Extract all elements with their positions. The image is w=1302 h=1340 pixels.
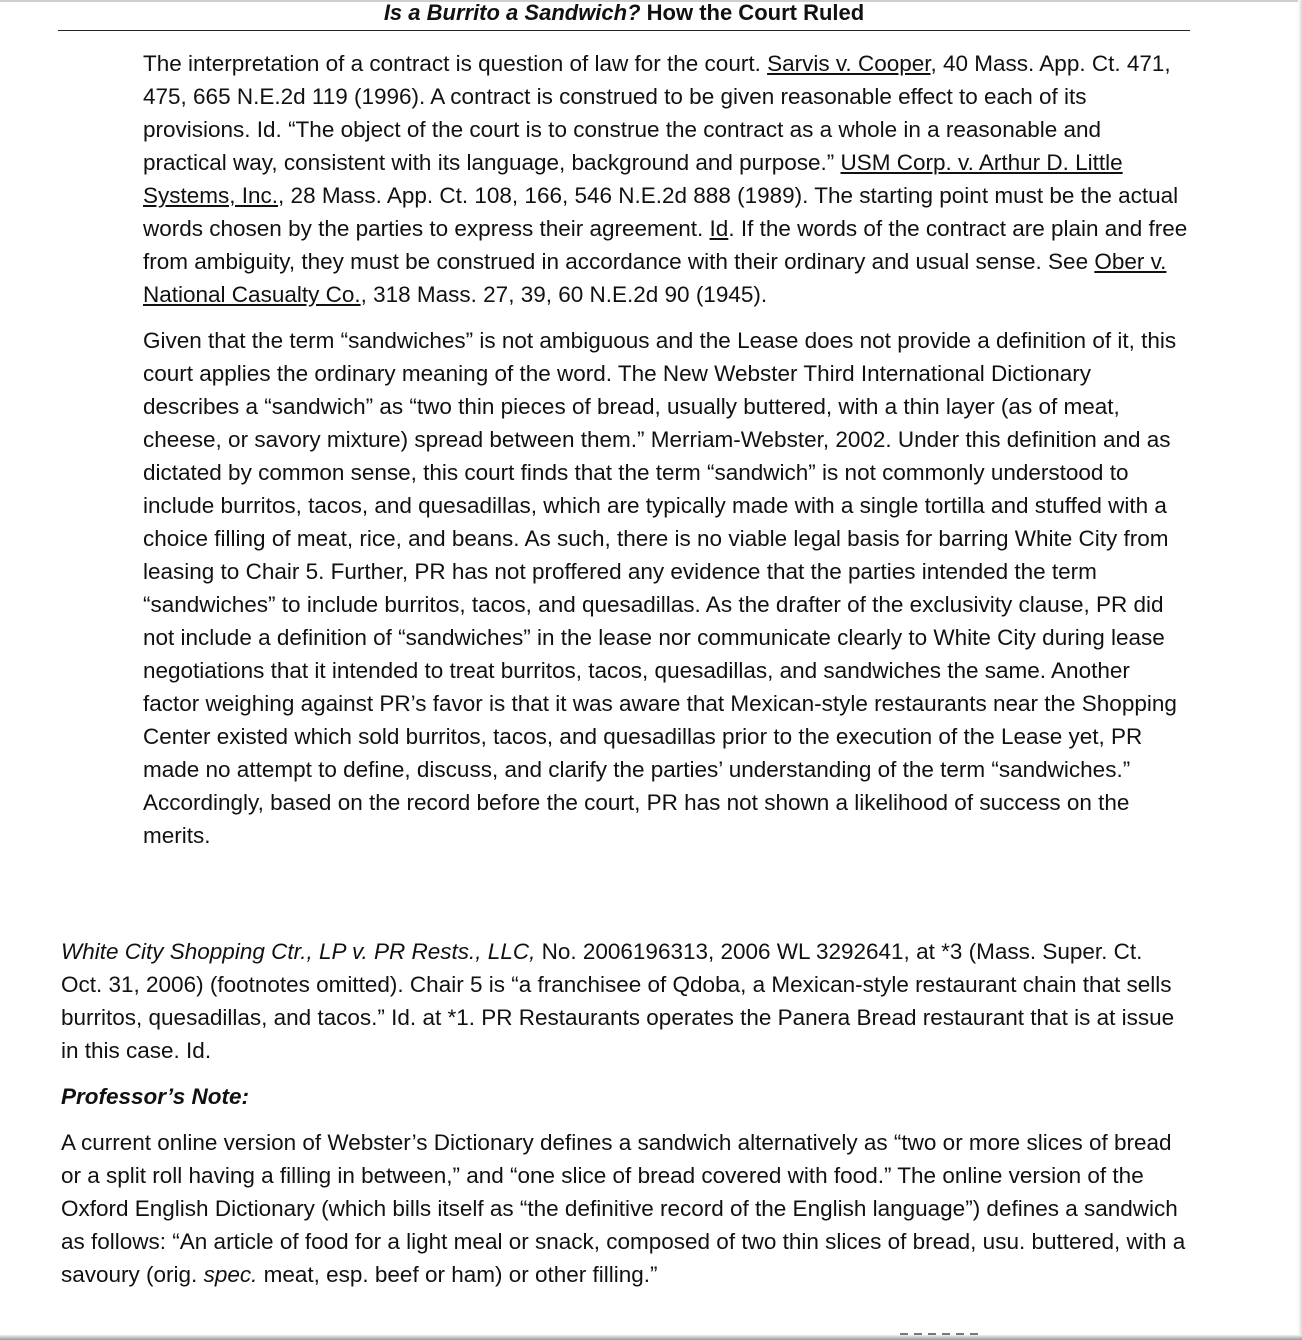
quote-text: , 318 Mass. 27, 39, 60 N.E.2d 90 (1945). — [360, 282, 768, 307]
note-text: meat, esp. beef or ham) or other filling.” — [257, 1262, 658, 1287]
citation-case-name: White City Shopping Ctr., LP v. PR Rests., LLC, — [61, 939, 536, 964]
citation-rest: No. 2006196313, 2006 WL 3292641, at *3 (Mass. Super. Ct. Oct. 31, 2006) (footnotes omitted). Chair 5 is “a franchisee of Qdoba, a Mexican-style restaurant chain that sells burritos, quesadillas, and tacos.” Id. at *1. PR Restaurants operates the Panera Bread restaurant that is at issue in this case. Id. — [61, 939, 1175, 1063]
citation-paragraph — [61, 935, 1189, 1067]
header-title-rest: How the Court Ruled — [640, 0, 865, 25]
quote-paragraph-2: Given that the term “sandwiches” is not ambiguous and the Lease does not provide a definition of it, this court applies the ordinary meaning of the word. The New Webster Third International Dictionary describes a “sandwich” as “two thin pieces of bread, usually buttered, with a thin layer (as of meat, cheese, or savory mixture) spread between them.” Merriam-Webster, 2002. Under this definition and as dictated by common sense, this court finds that the term “sandwich” is not commonly understood to include burritos, tacos, and quesadillas, which are typically made with a single tortilla and stuffed with a choice filling of meat, rice, and beans. As such, there is no viable legal basis for barring White City from leasing to Chair 5. Further, PR has not proffered any evidence that the parties intended the term “sandwiches” to include burritos, tacos, and quesadillas. As the drafter of the exclusivity clause, PR did not include a definition of “sandwiches” in the lease nor communicate clearly to White City during lease negotiations that it intended to treat burritos, tacos, quesadillas, and sandwiches the same. Another factor weighing against PR’s favor is that it was aware that Mexican-style restaurants near the Shopping Center existed which sold burritos, tacos, and quesadillas prior to the execution of the Lease yet, PR made no attempt to define, discuss, and clarify the parties’ understanding of the term “sandwiches.” Accordingly, based on the record before the court, PR has not shown a likelihood of success on the merits. — [143, 328, 1177, 848]
professors-note-heading: Professor’s Note: — [61, 1084, 249, 1109]
header-title-italic: Is a Burrito a Sandwich? — [383, 0, 641, 25]
page-right-edge — [1298, 0, 1302, 1340]
note-text: A current online version of Webster’s Dictionary defines a sandwich alternatively as “two or more slices of bread or a split roll having a filling in between,” and “one slice of bread covered with food.” The online version of the Oxford English Dictionary (which bills itself as “the definitive record of the English language”) defines a sandwich as follows: “An article of food for a light meal or snack, composed of two thin slices of bread, usu. buttered, with a savoury (orig. — [61, 1130, 1186, 1287]
block-quote — [143, 47, 1188, 865]
citation-id: Id — [709, 216, 729, 241]
quote-paragraph-1 — [143, 47, 1188, 311]
page-bottom-edge — [0, 1335, 1302, 1340]
quote-text: The interpretation of a contract is question of law for the court. — [143, 51, 768, 76]
quote-text: , 28 Mass. App. Ct. 108, 166, 546 N.E.2d 888 (1989). The starting point must be the actual words chosen by the parties to express their agreement. — [143, 183, 1179, 241]
case-citation-sarvis: Sarvis v. Cooper — [767, 51, 931, 76]
running-header — [58, 0, 1190, 31]
case-citation-usm: USM Corp. v. Arthur D. Little Systems, Inc. — [143, 150, 1123, 208]
note-spec: spec. — [203, 1262, 258, 1287]
body-text — [61, 935, 1189, 1304]
professors-note-paragraph — [61, 1126, 1189, 1291]
case-citation-ober: Ober v. National Casualty Co. — [143, 249, 1167, 307]
quote-text: , 40 Mass. App. Ct. 471, 475, 665 N.E.2d 119 (1996). A contract is construed to be given reasonable effect to each of its provisions. Id. “The object of the court is to construe the contract as a whole in a reasonable and practical way, consistent with its language, background and purpose.” — [143, 51, 1171, 175]
quote-text: . If the words of the contract are plain and free from ambiguity, they must be construed in accordance with their ordinary and usual sense. See — [143, 216, 1188, 274]
